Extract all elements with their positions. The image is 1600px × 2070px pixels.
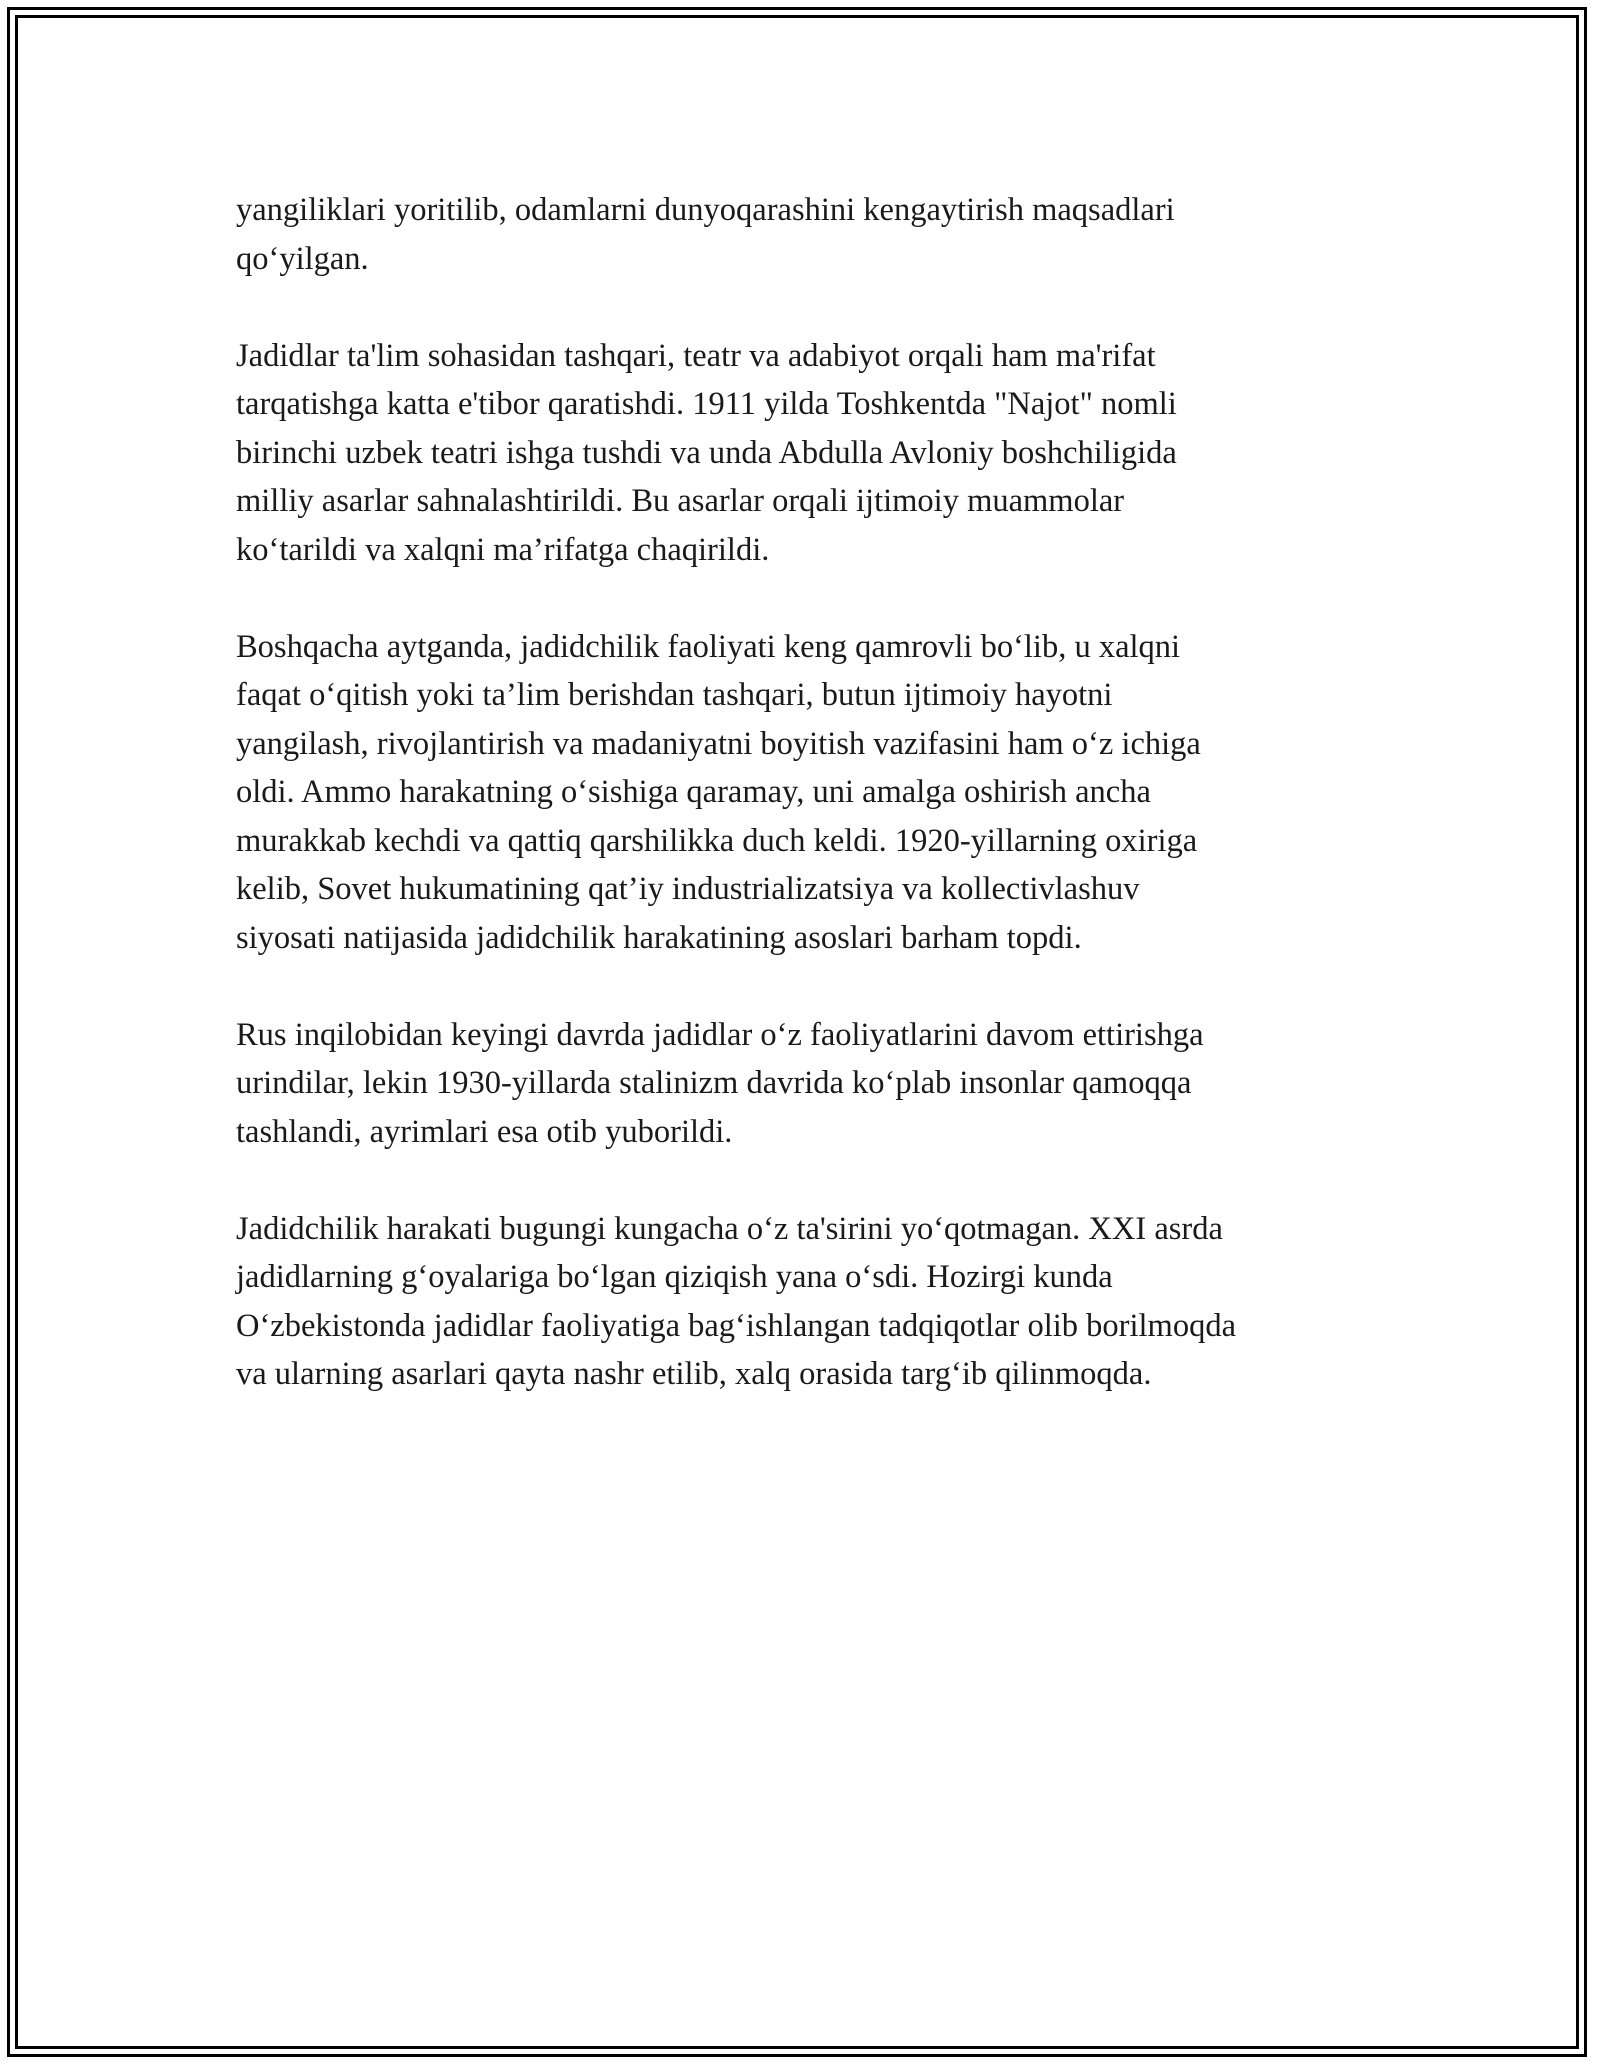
paragraph-2: Jadidlar ta'lim sohasidan tashqari, teatr va adabiyot orqali ham ma'rifat tarqatishga katta e'tibor qaratishdi. 1911 yilda Toshkentda "Najot" nomli birinchi uzbek teatri ishga tushdi va unda Abdulla Avloniy boshchiligida milliy asarlar sahnalashtirildi. Bu asarlar orqali ijtimoiy muammolar ko‘tarildi va xalqni ma’rifatga chaqirildi.: [236, 337, 1177, 568]
paragraph-3: Boshqacha aytganda, jadidchilik faoliyati keng qamrovli bo‘lib, u xalqni faqat o‘qitish yoki ta’lim berishdan tashqari, butun ijtimoiy hayotni yangilash, rivojlantirish va madaniyatni boyitish vazifasini ham o‘z ichiga oldi. Ammo harakatning o‘sishiga qaramay, uni amalga oshirish ancha murakkab kechdi va qattiq qarshilikka duch keldi. 1920-yillarning oxiriga kelib, Sovet hukumatining qat’iy industrializatsiya va kollectivlashuv siyosati natijasida jadidchilik harakatining asoslari barham topdi.: [236, 628, 1201, 956]
paragraph-1: yangiliklari yoritilib, odamlarni dunyoqarashini kengaytirish maqsadlari qo‘yilgan.: [236, 192, 1175, 277]
paragraph-5: Jadidchilik harakati bugungi kungacha o‘z ta'sirini yo‘qotmagan. XXI asrda jadidlarning g‘oyalariga bo‘lgan qiziqish yana o‘sdi. Hozirgi kunda O‘zbekistonda jadidlar faoliyatiga bag‘ishlangan tadqiqotlar olib borilmoqda va ularning asarlari qayta nashr etilib, xalq orasida targ‘ib qilinmoqda.: [236, 1210, 1236, 1392]
paragraph-4: Rus inqilobidan keyingi davrda jadidlar o‘z faoliyatlarini davom ettirishga urindilar, lekin 1930-yillarda stalinizm davrida ko‘plab insonlar qamoqqa tashlandi, ayrimlari esa otib yuborildi.: [236, 1016, 1204, 1150]
document-body: [236, 186, 1376, 1447]
